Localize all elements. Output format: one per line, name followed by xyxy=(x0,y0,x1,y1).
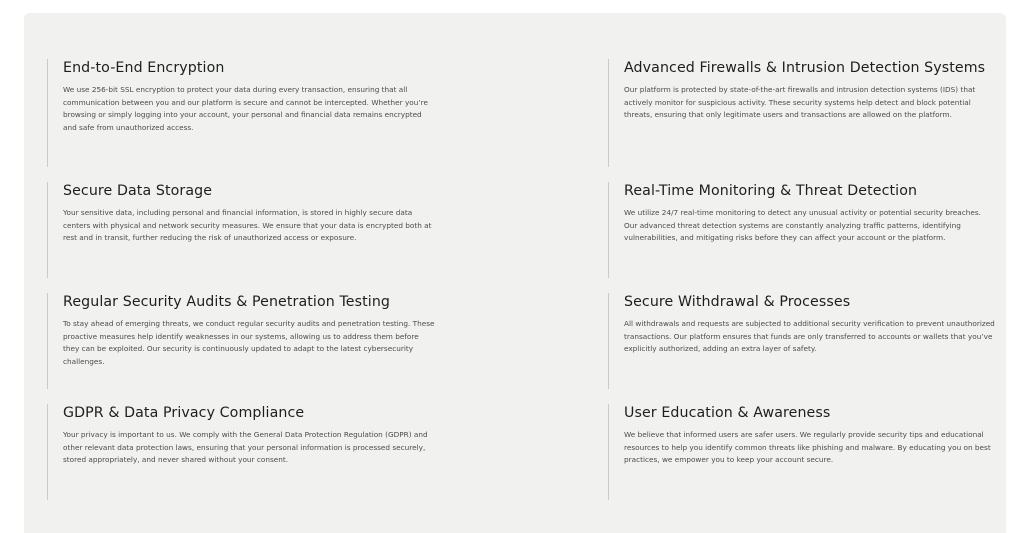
feature-user-education xyxy=(608,404,996,500)
feature-description: All withdrawals and requests are subjected to additional security verification to prevent unauthorized transactions. Our platform ensures that funds are only transferred to accounts or wallets that you’ve explicitly authorized, adding an extra layer of safety. xyxy=(624,319,995,354)
feature-description: Your sensitive data, including personal and financial information, is stored in highly secure data centers with physical and network security measures. We ensure that your data is encrypted both at rest and in transit, further reducing the risk of unauthorized access or exposure. xyxy=(63,208,432,243)
feature-title: Secure Withdrawal & Processes xyxy=(624,294,851,310)
feature-title: End-to-End Encryption xyxy=(63,60,225,76)
feature-title: Real-Time Monitoring & Threat Detection xyxy=(624,183,918,199)
feature-title: User Education & Awareness xyxy=(624,405,831,421)
feature-title: Advanced Firewalls & Intrusion Detection Systems xyxy=(624,60,986,76)
feature-description: Your privacy is important to us. We comply with the General Data Protection Regulation (GDPR) and other relevant data protection laws, ensuring that your personal information is processed securely, stored appropriately, and never shared without your consent. xyxy=(63,430,428,465)
feature-secure-data-storage xyxy=(47,182,435,278)
feature-title: Regular Security Audits & Penetration Testing xyxy=(63,294,391,310)
feature-title: GDPR & Data Privacy Compliance xyxy=(63,405,305,421)
feature-real-time-monitoring xyxy=(608,182,996,278)
feature-description: We believe that informed users are safer users. We regularly provide security tips and educational resources to help you identify common threats like phishing and malware. By educating you on best practices, we empower you to keep your account secure. xyxy=(624,430,991,465)
feature-description: We use 256-bit SSL encryption to protect your data during every transaction, ensuring that all communication between you and our platform is secure and cannot be intercepted. Whether you’re browsing or simply logging into your account, your personal and financial data remains encrypted and safe from unauthorized access. xyxy=(63,85,428,132)
feature-description: We utilize 24/7 real-time monitoring to detect any unusual activity or potential security breaches. Our advanced threat detection systems are constantly analyzing traffic patterns, identifying vulnerabilities, and mitigating risks before they can affect your account or the platform. xyxy=(624,208,981,243)
feature-security-audits xyxy=(47,293,435,389)
feature-gdpr-compliance xyxy=(47,404,435,500)
feature-end-to-end-encryption xyxy=(47,59,435,167)
feature-firewalls-intrusion-detection xyxy=(608,59,996,167)
feature-description: To stay ahead of emerging threats, we conduct regular security audits and penetration testing. These proactive measures help identify weaknesses in our systems, allowing us to address them before they can be exploited. Our security is continuously updated to adapt to the latest cybersecurity challenges. xyxy=(63,319,435,366)
feature-secure-withdrawal xyxy=(608,293,996,389)
feature-title: Secure Data Storage xyxy=(63,183,213,199)
feature-description: Our platform is protected by state-of-the-art firewalls and intrusion detection systems (IDS) that actively monitor for suspicious activity. These security systems help detect and block potential threats, ensuring that only legitimate users and transactions are allowed on the platform. xyxy=(624,85,976,120)
